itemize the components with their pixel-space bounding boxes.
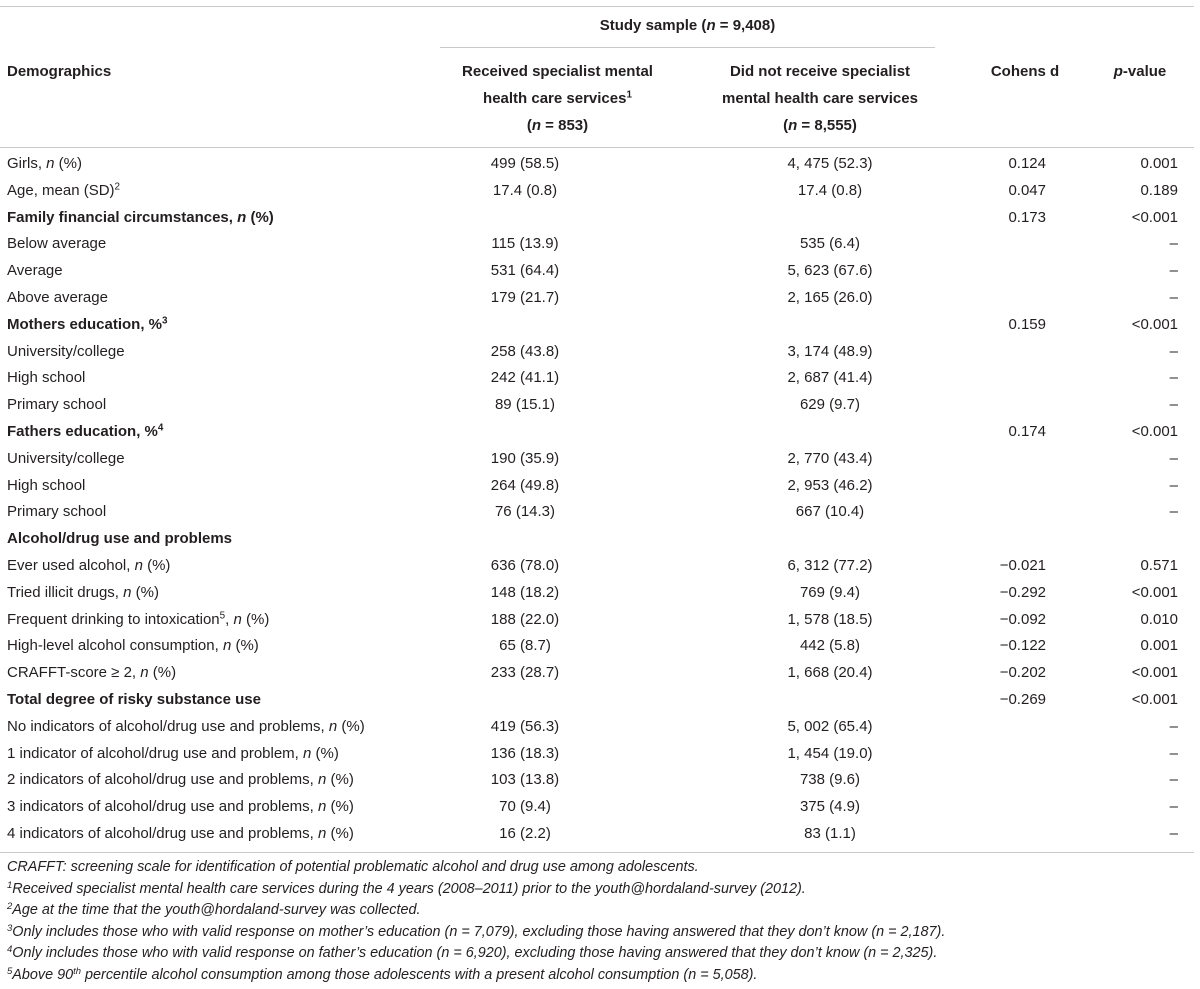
row-label-footnote: 4 [157,422,164,434]
table-row [0,473,1200,500]
received-value: 76 (14.3) [494,503,556,521]
not-received-value: 535 (6.4) [799,235,861,253]
table-row [0,687,1200,714]
not-received-value: 6, 312 (77.2) [787,556,873,574]
row-label-text: Frequent drinking to intoxication [7,610,220,628]
received-value: 190 (35.9) [490,449,560,467]
not-received-value: 1, 454 (19.0) [787,744,873,762]
row-label [7,553,170,580]
row-label-text: Age, mean (SD) [7,181,115,199]
received-value: 264 (49.8) [490,476,560,494]
row-label-italic: n [318,798,327,816]
row-label-text: Average [7,262,63,280]
not-received-value: 375 (4.9) [799,798,861,816]
table-footnotes [7,857,1192,986]
row-label [7,767,354,794]
cohens-d-value: 0.173 [1008,208,1046,226]
cohens-d-value: 0.124 [1008,155,1046,172]
not-received-value: 1, 668 (20.4) [787,664,873,682]
not-received-value: 5, 002 (65.4) [787,717,873,735]
table-row [0,714,1200,741]
row-label-suffix: (%) [337,717,365,735]
row-label-italic: n [222,637,232,655]
footnote [7,879,1192,901]
cohens-d-value: −0.021 [999,556,1046,574]
table-row [0,607,1200,634]
received-value: 179 (21.7) [490,288,560,306]
row-label-text: University/college [7,449,125,467]
row-label [7,178,120,205]
not-received-value: 83 (1.1) [804,824,856,842]
row-label-suffix: (%) [326,824,354,842]
received-value: 136 (18.3) [490,744,560,762]
row-label [7,285,108,312]
cohens-d-header: Cohens d [990,63,1060,80]
row-label-text: Tried illicit drugs, [7,583,124,601]
row-label [7,687,261,714]
row-label [7,339,125,366]
received-value: 65 (8.7) [499,637,551,655]
p-value: – [1169,342,1178,360]
table-row [0,151,1200,178]
not-received-value: 1, 578 (18.5) [787,610,873,628]
p-value: <0.001 [1131,315,1178,333]
table-row [0,580,1200,607]
received-value: 17.4 (0.8) [492,181,558,199]
row-label-footnote: 2 [114,181,121,193]
table-row [0,767,1200,794]
table-row [0,633,1200,660]
row-label-suffix: (%) [311,744,339,762]
row-label-italic: n [233,610,242,628]
table-row [0,419,1200,446]
row-label-suffix: (%) [231,637,259,655]
p-value: – [1169,235,1178,253]
row-label-text: Family financial circumstances, [7,208,238,226]
row-label-text: 4 indicators of alcohol/drug use and problems, [7,824,319,842]
not-received-value: 5, 623 (67.6) [787,262,873,280]
study-sample-header: Study sample (n = 9,408) [599,17,776,34]
table-row [0,794,1200,821]
row-label [7,499,106,526]
cohens-d-value: −0.202 [999,664,1046,682]
cohens-d-value: 0.159 [1008,315,1046,333]
footnote-superscript: th [73,965,82,977]
row-label-italic: n [46,155,55,172]
row-label-text: 3 indicators of alcohol/drug use and problems, [7,798,319,816]
cohens-d-value: −0.092 [999,610,1046,628]
footnote [7,965,1192,987]
p-value: 0.010 [1140,610,1178,628]
not-received-value: 4, 475 (52.3) [787,155,873,172]
received-value: 70 (9.4) [499,798,551,816]
row-label [7,607,269,634]
p-value: – [1169,824,1178,842]
footnote [7,857,1192,879]
table-row [0,553,1200,580]
not-received-value: 17.4 (0.8) [797,181,863,199]
row-label-text: High-level alcohol consumption, [7,637,223,655]
row-label [7,419,163,446]
row-label-suffix: (%) [241,610,270,628]
p-value: – [1169,396,1178,414]
row-label-italic: n [134,556,143,574]
not-received-value: 629 (9.7) [799,396,861,414]
received-value: 103 (13.8) [490,771,560,789]
row-label [7,633,259,660]
footnote-text: Only includes those who with valid response on mother’s education (n = 7,079), excluding those having answered that they don’t know (n = 2,187). [12,923,946,940]
row-label [7,151,82,178]
row-label-italic: n [123,583,132,601]
received-value: 89 (15.1) [494,396,556,414]
table-row [0,258,1200,285]
footnote [7,900,1192,922]
table-row [0,499,1200,526]
p-value: – [1169,771,1178,789]
received-value: 148 (18.2) [490,583,560,601]
row-label-suffix: (%) [148,664,177,682]
footnote-marker: 3 [7,922,13,934]
table-row [0,365,1200,392]
row-label-text: CRAFFT-score ≥ 2, [7,664,141,682]
row-label-text: Above average [7,288,108,306]
row-label-suffix: , [225,610,234,628]
row-label-footnote: 5 [219,610,226,622]
row-label-text: Ever used alcohol, [7,556,135,574]
received-value: 419 (56.3) [490,717,560,735]
not-received-value: 738 (9.6) [799,771,861,789]
row-label-suffix: (%) [326,798,354,816]
row-label [7,473,85,500]
table-row [0,446,1200,473]
cohens-d-value: −0.292 [999,583,1046,601]
row-label-text: University/college [7,342,125,360]
not-received-services-header: Did not receive specialist mental health care services (n = 8,555) [722,63,918,134]
footnote-marker: 2 [7,900,13,912]
table-row [0,231,1200,258]
demographics-header: Demographics [7,63,112,80]
p-value-header: p-value [1113,63,1167,80]
received-value: 188 (22.0) [490,610,560,628]
table-row [0,205,1200,232]
row-label-italic: n [303,744,312,762]
received-value: 499 (58.5) [490,155,560,172]
row-label-text: Below average [7,235,107,253]
table-row [0,660,1200,687]
received-value: 233 (28.7) [490,664,560,682]
row-label-suffix: (%) [246,208,274,226]
table-row [0,312,1200,339]
row-label [7,365,85,392]
not-received-value: 2, 165 (26.0) [787,288,873,306]
row-label-suffix: (%) [131,583,159,601]
row-label [7,580,159,607]
table-row [0,178,1200,205]
p-value: 0.189 [1140,181,1178,199]
row-label-text: Primary school [7,503,107,521]
p-value: <0.001 [1131,583,1178,601]
top-rule [0,6,1194,7]
table-body [0,151,1200,848]
p-value: <0.001 [1131,690,1178,708]
p-value: <0.001 [1131,208,1178,226]
row-label-italic: n [318,771,327,789]
received-value: 531 (64.4) [490,262,560,280]
received-value: 636 (78.0) [490,556,560,574]
row-label-italic: n [318,824,327,842]
table-row [0,741,1200,768]
footnote-text: Received specialist mental health care services during the 4 years (2008–2011) prior to the youth@hordaland-survey (2012). [12,880,806,897]
not-received-value: 2, 953 (46.2) [787,476,873,494]
row-label-footnote: 3 [162,315,168,327]
p-value: – [1169,288,1178,306]
p-value: 0.001 [1140,637,1178,655]
p-value: – [1169,798,1178,816]
p-value: – [1169,744,1178,762]
p-value: – [1169,449,1178,467]
header-rule [0,147,1194,148]
received-value: 242 (41.1) [490,369,560,387]
p-value: <0.001 [1131,664,1178,682]
p-value: – [1169,503,1178,521]
p-value: – [1169,717,1178,735]
row-label-text: Primary school [7,396,107,414]
row-label-text: Total degree of risky substance use [7,690,261,708]
p-value: 0.571 [1140,556,1178,574]
not-received-value: 2, 687 (41.4) [787,369,873,387]
row-label [7,821,354,848]
received-value: 115 (13.9) [491,235,559,253]
row-label-suffix: (%) [326,771,354,789]
row-label [7,205,274,232]
footnote-marker: 1 [7,879,13,891]
not-received-value: 667 (10.4) [795,503,865,521]
row-label [7,741,339,768]
row-label-text: Alcohol/drug use and problems [7,530,233,548]
p-value: – [1169,476,1178,494]
received-services-header: Received specialist mental health care services$^1$ (n = 853) [462,63,653,134]
table-row [0,821,1200,848]
footnote-marker: 4 [7,943,13,955]
row-label-italic: n [140,664,149,682]
table-row [0,392,1200,419]
row-label [7,258,63,285]
study-sample-rule [440,47,935,48]
row-label-text: Fathers education, % [7,422,158,440]
not-received-value: 442 (5.8) [799,637,861,655]
footnote-marker: 5 [7,965,13,977]
not-received-value: 3, 174 (48.9) [787,342,873,360]
row-label [7,794,354,821]
row-label [7,312,168,339]
not-received-value: 769 (9.4) [799,583,861,601]
row-label-suffix: (%) [142,556,171,574]
received-value: 16 (2.2) [499,824,551,842]
footnote-text: CRAFFT: screening scale for identification of potential problematic alcohol and drug use among adolescents. [7,859,699,875]
row-label-text: No indicators of alcohol/drug use and problems, [7,717,329,735]
row-label [7,526,232,553]
received-value: 258 (43.8) [490,342,560,360]
cohens-d-value: −0.269 [999,690,1046,708]
row-label-text: High school [7,369,86,387]
row-label-text: High school [7,476,86,494]
row-label-italic: n [328,717,338,735]
row-label-text: Mothers education, % [7,315,163,333]
row-label-suffix: (%) [54,155,83,172]
footnote-text: percentile alcohol consumption among those adolescents with a present alcohol consumption (n = 5,058). [81,966,758,983]
row-label [7,231,106,258]
not-received-value: 2, 770 (43.4) [787,449,873,467]
bottom-rule [0,852,1194,853]
footnote [7,943,1192,965]
row-label-text: 1 indicator of alcohol/drug use and problem, [7,744,304,762]
row-label [7,660,176,687]
p-value: – [1169,369,1178,387]
row-label [7,446,125,473]
footnote-text: Age at the time that the youth@hordaland-survey was collected. [12,902,421,918]
cohens-d-value: −0.122 [999,637,1046,655]
p-value: <0.001 [1131,422,1178,440]
row-label-italic: n [237,208,247,226]
footnote-text: Above 90 [12,966,74,983]
row-label [7,392,106,419]
footnote [7,922,1192,944]
row-label-text: 2 indicators of alcohol/drug use and problems, [7,771,319,789]
cohens-d-value: 0.047 [1008,181,1046,199]
cohens-d-value: 0.174 [1008,422,1046,440]
table-row [0,285,1200,312]
p-value: – [1169,262,1178,280]
table-row [0,526,1200,553]
table-row [0,339,1200,366]
p-value: 0.001 [1140,155,1178,172]
row-label-text: Girls, [7,155,47,172]
row-label [7,714,365,741]
footnote-text: Only includes those who with valid response on father’s education (n = 6,920), excluding those having answered that they don’t know (n = 2,325). [12,945,938,961]
